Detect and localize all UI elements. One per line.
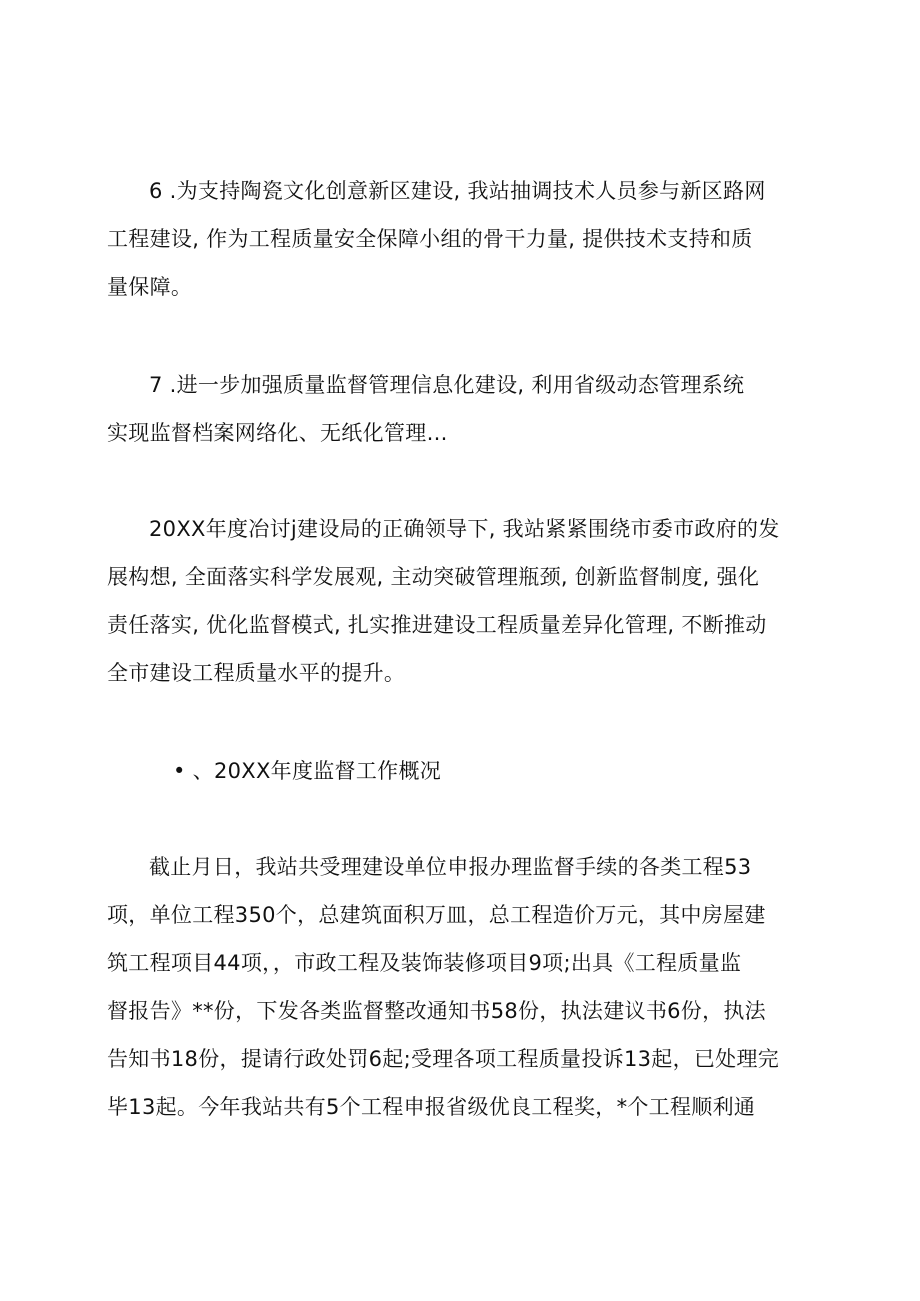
summary-line-3: 责任落实, 优化监督模式, 扎实推进建设工程质量差异化管理, 不断推动	[107, 613, 767, 637]
overview-line-6: 毕13起。今年我站共有5个工程申报省级优良工程奖，*个工程顺利通	[107, 1095, 756, 1119]
summary-line-4: 全市建设工程质量水平的提升。	[107, 661, 406, 685]
summary-line-1: 20XX年度冶讨j建设局的正确领导下, 我站紧紧围绕市委市政府的发	[149, 517, 780, 541]
section-heading: • 、20XX年度监督工作概况	[173, 759, 442, 783]
overview-line-5: 告知书18份，提请行政处罚6起;受理各项工程质量投诉13起，已处理完	[107, 1047, 780, 1071]
overview-line-2: 项，单位工程350个，总建筑面积万皿，总工程造价万元，其中房屋建	[107, 903, 766, 927]
item-7-line-1: 7 .进一步加强质量监督管理信息化建设, 利用省级动态管理系统	[149, 373, 745, 397]
item-6-line-3: 量保障。	[107, 275, 193, 299]
item-6-line-2: 工程建设, 作为工程质量安全保障小组的骨干力量, 提供技术支持和质	[107, 227, 753, 251]
overview-line-1: 截止月日，我站共受理建设单位申报办理监督手续的各类工程53	[149, 855, 752, 879]
overview-line-4: 督报告》**份，下发各类监督整改通知书58份，执法建议书6份，执法	[107, 999, 766, 1023]
summary-line-2: 展构想, 全面落实科学发展观, 主动突破管理瓶颈, 创新监督制度, 强化	[107, 565, 760, 589]
item-7-line-2: 实现监督档案网络化、无纸化管理…	[107, 421, 448, 445]
overview-line-3: 筑工程项目44项，，市政工程及装饰装修项目9项;出具《工程质量监	[107, 951, 742, 975]
item-6-line-1: 6 .为支持陶瓷文化创意新区建设, 我站抽调技术人员参与新区路网	[149, 179, 766, 203]
